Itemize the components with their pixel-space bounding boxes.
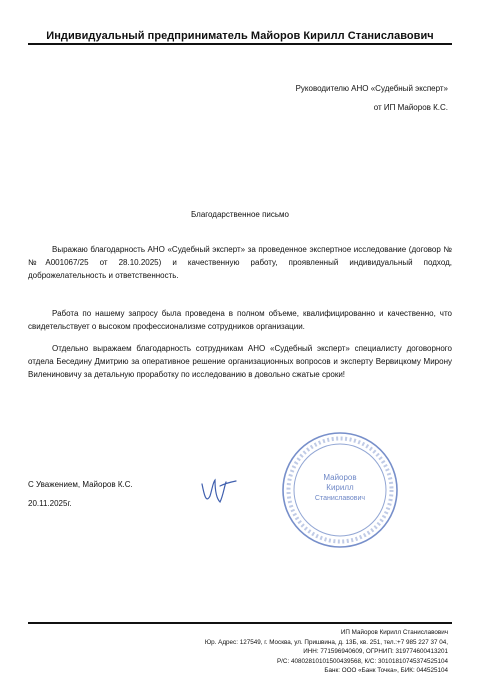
addressee-to: Руководителю АНО «Судебный эксперт» xyxy=(295,84,448,93)
svg-text:Кирилл: Кирилл xyxy=(326,483,354,492)
letter-paragraph-2: Работа по нашему запросу была проведена в полном объеме, квалифицированно и качественно, что свидетельствует о высоком профессионализме сотрудников организации. xyxy=(28,309,452,332)
footer-line: ИНН: 771596940609, ОГРНИП: 319774600413201 xyxy=(303,648,448,656)
footer-line: Р/С: 40802810101500439568, К/С: 30101810745374525104 xyxy=(276,657,448,665)
letter-title: Благодарственное письмо xyxy=(190,210,289,219)
footer-line: ИП Майоров Кирилл Станиславович xyxy=(340,629,448,636)
closing-line: С Уважением, Майоров К.С. xyxy=(28,480,133,489)
addressee-from: от ИП Майоров К.С. xyxy=(373,103,448,112)
svg-text:Станиславович: Станиславович xyxy=(314,495,366,502)
footer-line: Банк: ООО «Банк Точка», БИК: 044525104 xyxy=(324,667,448,675)
footer-divider xyxy=(28,622,452,624)
letter-paragraph-1: Выражаю благодарность АНО «Судебный эксперт» за проведенное экспертное исследование (договор № №А001067/25 от 28.10.2025) и качественную работу, проявленный индивидуальный подход, доброжелательность и ответственность. xyxy=(28,245,452,281)
header-divider xyxy=(28,43,452,45)
handwritten-signature xyxy=(196,474,238,508)
letter-paragraph-3: Отдельно выражаем благодарность сотрудникам АНО «Судебный эксперт» специалисту договорного отдела Беседину Дмитрию за оперативное решение организационных вопросов и эксперту Вервицкому Мирону Вилениновичу за детальную проработку по исследованию в довольно сжатые сроки! xyxy=(28,344,452,380)
letterhead-title: Индивидуальный предприниматель Майоров Кирилл Станиславович xyxy=(46,30,434,42)
svg-text:Майоров: Майоров xyxy=(323,473,357,482)
round-stamp xyxy=(280,430,400,550)
footer-line: Юр. Адрес: 127549, г. Москва, ул. Пришвина, д. 13Б, кв. 251, тел.:+7 985 227 37 04, xyxy=(204,638,448,646)
footer-requisites xyxy=(205,628,448,676)
signature-date: 20.11.2025г. xyxy=(28,499,72,508)
